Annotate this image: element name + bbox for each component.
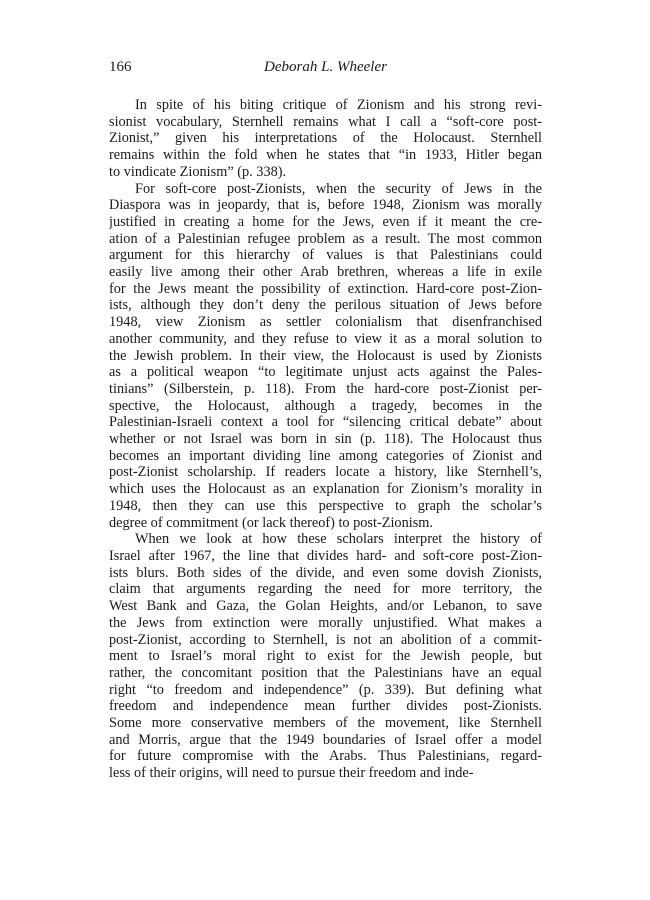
text-line: for the Jews meant the possibility of extinction. Hard-core post-Zion-	[109, 280, 542, 297]
running-title-author: Deborah L. Wheeler	[264, 59, 387, 75]
running-head	[109, 57, 542, 77]
text-line: whether or not Israel was born in sin (p. 118). The Holocaust thus	[109, 431, 542, 448]
text-line: remains within the fold when he states that “in 1933, Hitler began	[109, 147, 542, 164]
text-line: right “to freedom and independence” (p. 339). But defining what	[109, 681, 542, 698]
text-line: the Jews from extinction were morally unjustified. What makes a	[109, 614, 542, 631]
text-line: argument for this hierarchy of values is that Palestinians could	[109, 247, 542, 264]
text-line: post-Zionist scholarship. If readers locate a history, like Sternhell’s,	[109, 464, 542, 481]
text-line: another community, and they refuse to view it as a moral solution to	[109, 330, 542, 347]
text-line: sionist vocabulary, Sternhell remains what I call a “soft-core post-	[109, 113, 542, 130]
paragraph	[109, 531, 542, 782]
text-line: Some more conservative members of the movement, like Sternhell	[109, 715, 542, 732]
text-line: as a political weapon “to legitimate unjust acts against the Pales-	[109, 364, 542, 381]
text-line: the Jewish problem. In their view, the Holocaust is used by Zionists	[109, 347, 542, 364]
text-line: degree of commitment (or lack thereof) to post-Zionism.	[109, 514, 433, 531]
paragraph	[109, 181, 542, 532]
paragraph	[109, 97, 542, 181]
text-line: ists, although they don’t deny the perilous situation of Jews before	[109, 297, 542, 314]
text-line: and Morris, argue that the 1949 boundaries of Israel offer a model	[109, 731, 542, 748]
text-line: justified in creating a home for the Jews, even if it meant the cre-	[109, 213, 542, 230]
text-line: 1948, view Zionism as settler colonialism that disenfranchised	[109, 314, 542, 331]
text-line: spective, the Holocaust, although a tragedy, becomes in the	[109, 397, 542, 414]
text-line: ment to Israel’s moral right to exist for the Jewish people, but	[109, 648, 542, 665]
text-line: rather, the concomitant position that the Palestinians have an equal	[109, 664, 542, 681]
text-line: tinians” (Silberstein, p. 118). From the hard-core post-Zionist per-	[109, 380, 542, 397]
text-line: West Bank and Gaza, the Golan Heights, and/or Lebanon, to save	[109, 598, 542, 615]
text-line: In spite of his biting critique of Zionism and his strong revi-	[135, 97, 542, 113]
text-line: ists blurs. Both sides of the divide, and even some dovish Zionists,	[109, 564, 542, 581]
text-line: freedom and independence mean further divides post-Zionists.	[109, 698, 542, 715]
text-line: For soft-core post-Zionists, when the security of Jews in the	[135, 180, 542, 197]
text-line: easily live among their other Arab brethren, whereas a life in exile	[109, 264, 542, 281]
text-line: less of their origins, will need to pursue their freedom and inde-	[109, 765, 474, 782]
text-line: ation of a Palestinian refugee problem as a result. The most common	[109, 230, 542, 247]
text-line: post-Zionist, according to Sternhell, is not an abolition of a commit-	[109, 631, 542, 648]
text-line: which uses the Holocaust as an explanation for Zionism’s morality in	[109, 481, 542, 498]
text-line: to vindicate Zionism” (p. 338).	[109, 163, 287, 180]
text-line: for future compromise with the Arabs. Thus Palestinians, regard-	[109, 748, 542, 765]
text-line: When we look at how these scholars interpret the history of	[135, 531, 542, 548]
text-line: Palestinian-Israeli context a tool for “silencing critical debate” about	[109, 414, 542, 431]
text-line: claim that arguments regarding the need for more territory, the	[109, 581, 542, 598]
text-line: Diaspora was in jeopardy, that is, before 1948, Zionism was morally	[109, 197, 542, 214]
text-line: Zionist,” given his interpretations of the Holocaust. Sternhell	[109, 130, 542, 147]
body-text	[109, 97, 542, 782]
text-line: 1948, then they can use this perspective to graph the scholar’s	[109, 497, 542, 514]
text-line: Israel after 1967, the line that divides hard- and soft-core post-Zion-	[109, 547, 542, 564]
page-number: 166	[109, 59, 132, 75]
text-line: becomes an important dividing line among categories of Zionist and	[109, 447, 542, 464]
